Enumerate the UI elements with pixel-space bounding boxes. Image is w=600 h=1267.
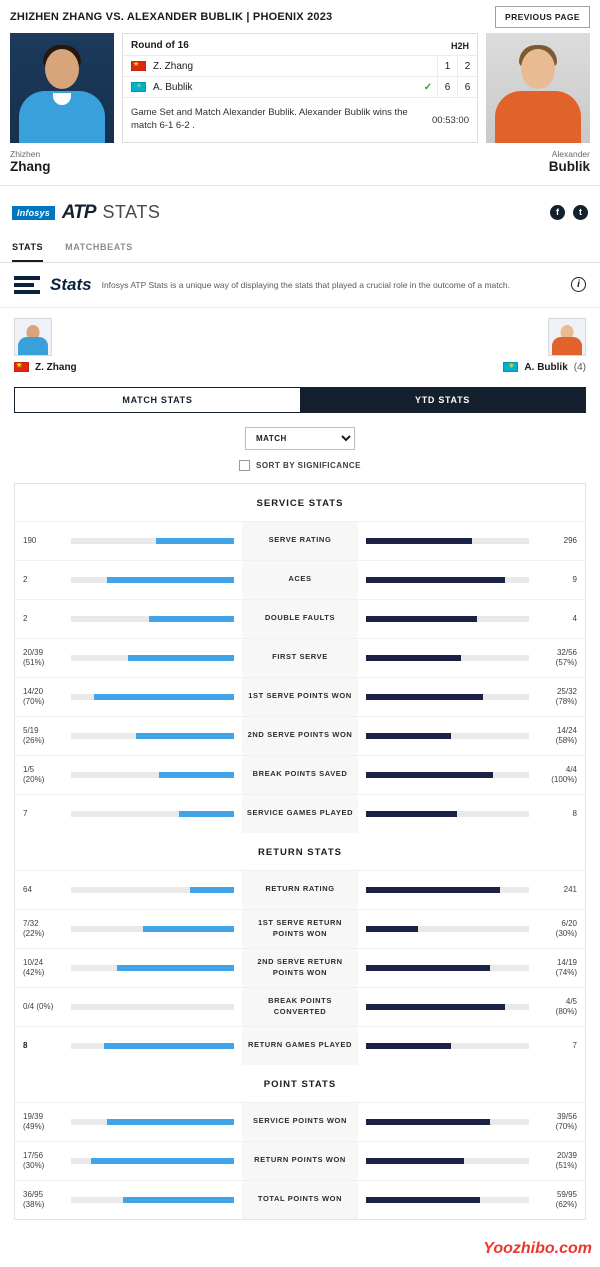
- stat-left-bar-fill: [91, 1158, 234, 1164]
- stat-right-bar-track: [366, 926, 529, 932]
- stat-right-bar-track: [366, 1197, 529, 1203]
- stat-left-bar-track: [71, 733, 234, 739]
- atp-stats-word: STATS: [102, 202, 161, 223]
- stat-left: [15, 1142, 242, 1180]
- stat-right-bar-fill: [366, 655, 461, 661]
- scoreboard-footer: [123, 98, 477, 142]
- stat-label: BREAK POINTS SAVED: [242, 756, 358, 794]
- match-header-body: [0, 33, 600, 185]
- player-right-block: [486, 33, 590, 175]
- stat-right: [358, 949, 585, 987]
- stat-left-bar-fill: [94, 694, 234, 700]
- stat-left-bar-track: [71, 577, 234, 583]
- flag-cn-icon: [131, 61, 146, 71]
- stat-right-value: 25/32 (78%): [555, 686, 577, 706]
- photo-head: [521, 49, 555, 89]
- stat-left: [15, 1103, 242, 1141]
- stat-right-bar-track: [366, 811, 529, 817]
- stat-right-value: 7: [572, 1040, 577, 1050]
- player-right-avatar: [548, 318, 586, 356]
- stat-label: DOUBLE FAULTS: [242, 600, 358, 638]
- infosys-logo: Infosys: [12, 206, 55, 220]
- stat-label: RETURN GAMES PLAYED: [242, 1027, 358, 1065]
- winner-check-icon: ✓: [423, 81, 433, 93]
- stat-left-value: 10/24 (42%): [23, 957, 45, 977]
- stat-right-bar-fill: [366, 1119, 490, 1125]
- stat-left: [15, 756, 242, 794]
- stat-right-bar-track: [366, 733, 529, 739]
- stat-left-bar-track: [71, 1119, 234, 1125]
- stat-row: [15, 1026, 585, 1065]
- stat-row: [15, 716, 585, 755]
- stat-left-value: 14/20 (70%): [23, 686, 45, 706]
- stat-left-bar-fill: [107, 577, 234, 583]
- photo-head: [45, 49, 79, 89]
- stat-right-value: 8: [572, 808, 577, 818]
- stats-panel: [14, 483, 586, 1220]
- scoreboard-set-1: 1: [437, 56, 457, 77]
- stat-left-bar-track: [71, 1197, 234, 1203]
- player-left-name: Z. Zhang: [35, 361, 77, 373]
- result-message: Game Set and Match Alexander Bublik. Alexander Bublik wins the match 6-1 6-2 .: [131, 107, 408, 131]
- stat-right-value: 39/56 (70%): [555, 1111, 577, 1131]
- stat-left: [15, 871, 242, 909]
- stat-right-bar-track: [366, 887, 529, 893]
- player-left-block: [10, 33, 114, 175]
- atp-brand: [12, 202, 160, 224]
- stat-left-bar-fill: [104, 1043, 234, 1049]
- stat-right: [358, 522, 585, 560]
- stat-left-value: 2: [23, 613, 28, 623]
- stat-row: [15, 1180, 585, 1219]
- stat-left-value: 7: [23, 808, 28, 818]
- scoreboard-panel: [122, 33, 478, 143]
- player-left-photo: [10, 33, 114, 143]
- player-left-first-name: Zhizhen: [10, 149, 41, 159]
- stat-left-bar-fill: [123, 1197, 234, 1203]
- sort-by-significance-row[interactable]: [0, 450, 600, 483]
- social-links: [550, 205, 588, 220]
- stat-row: [15, 677, 585, 716]
- stat-left-value: 64: [23, 884, 32, 894]
- stat-label: 1ST SERVE RETURN POINTS WON: [242, 910, 358, 948]
- stat-right-bar-fill: [366, 772, 493, 778]
- scoreboard-set-1: 6: [437, 77, 457, 98]
- stat-left-bar-track: [71, 772, 234, 778]
- match-select-row: [0, 413, 600, 450]
- sort-label: SORT BY SIGNIFICANCE: [256, 460, 361, 470]
- match-select[interactable]: [245, 427, 355, 450]
- stat-right-bar-fill: [366, 965, 490, 971]
- player-right-photo: [486, 33, 590, 143]
- player-left-summary: [14, 318, 77, 373]
- stat-right: [358, 756, 585, 794]
- stat-left: [15, 717, 242, 755]
- stat-left: [15, 1181, 242, 1219]
- stat-right: [358, 600, 585, 638]
- match-duration: 00:53:00: [432, 114, 469, 126]
- stat-right-bar-track: [366, 772, 529, 778]
- stat-left: [15, 561, 242, 599]
- stat-right-value: 9: [572, 574, 577, 584]
- stat-row: [15, 1141, 585, 1180]
- stat-left: [15, 949, 242, 987]
- match-header-title-row: [0, 0, 600, 33]
- stat-right-bar-track: [366, 1004, 529, 1010]
- stat-left-bar-fill: [128, 655, 234, 661]
- stats-section-title: RETURN STATS: [258, 846, 342, 858]
- scoreboard-top: [123, 34, 477, 55]
- stats-bars-icon: [14, 276, 40, 294]
- stat-left-bar-track: [71, 538, 234, 544]
- stat-row: [15, 599, 585, 638]
- stat-left-bar-track: [71, 694, 234, 700]
- stat-right-bar-track: [366, 694, 529, 700]
- stat-right-bar-fill: [366, 694, 483, 700]
- stat-right-bar-fill: [366, 1158, 464, 1164]
- stat-right: [358, 639, 585, 677]
- stat-left-bar-fill: [179, 811, 234, 817]
- stat-left-bar-fill: [117, 965, 234, 971]
- info-icon[interactable]: i: [571, 277, 586, 292]
- stat-left-value: 5/19 (26%): [23, 725, 45, 745]
- stats-intro: [0, 263, 600, 308]
- stat-right-bar-fill: [366, 577, 505, 583]
- stat-left-bar-track: [71, 811, 234, 817]
- stat-left-bar-track: [71, 616, 234, 622]
- player-left-avatar: [14, 318, 52, 356]
- stat-left: [15, 1027, 242, 1065]
- stat-right: [358, 988, 585, 1026]
- stat-right-value: 296: [563, 535, 577, 545]
- player-right-name-line: [503, 362, 586, 373]
- section-tabs: [0, 232, 600, 263]
- flag-cn-icon: [14, 362, 29, 372]
- toggle-ytd-stats[interactable]: YTD STATS: [300, 388, 585, 412]
- stat-right-bar-fill: [366, 1004, 505, 1010]
- toggle-match-stats[interactable]: MATCH STATS: [15, 388, 300, 412]
- stat-label: SERVICE GAMES PLAYED: [242, 795, 358, 833]
- stat-left: [15, 678, 242, 716]
- stats-section-title: POINT STATS: [263, 1078, 337, 1090]
- stat-right-bar-track: [366, 1158, 529, 1164]
- stat-right-bar-fill: [366, 538, 472, 544]
- stat-right-value: 14/24 (58%): [555, 725, 577, 745]
- player-right-summary: [503, 318, 586, 373]
- stats-sections: [15, 484, 585, 1219]
- stat-left-bar-track: [71, 655, 234, 661]
- stats-intro-title: Stats: [50, 274, 92, 294]
- stat-left: [15, 988, 242, 1026]
- atp-logo: ATP: [61, 201, 96, 223]
- stat-right: [358, 1103, 585, 1141]
- stat-left: [15, 522, 242, 560]
- page-title: ZHIZHEN ZHANG VS. ALEXANDER BUBLIK | PHOENIX 2023: [10, 11, 333, 23]
- stat-right-bar-fill: [366, 733, 451, 739]
- stat-right-value: 6/20 (30%): [555, 918, 577, 938]
- stat-right-bar-track: [366, 577, 529, 583]
- stat-right: [358, 678, 585, 716]
- stat-row: [15, 909, 585, 948]
- stat-label: RETURN RATING: [242, 871, 358, 909]
- stat-row: [15, 638, 585, 677]
- stat-left-bar-track: [71, 887, 234, 893]
- stat-label: RETURN POINTS WON: [242, 1142, 358, 1180]
- player-right-seed: (4): [573, 361, 586, 373]
- stat-left-bar-fill: [143, 926, 234, 932]
- stat-right: [358, 871, 585, 909]
- stat-right-bar-track: [366, 655, 529, 661]
- stat-label: 2ND SERVE POINTS WON: [242, 717, 358, 755]
- stat-left-bar-fill: [156, 538, 234, 544]
- scoreboard-row: [123, 77, 477, 98]
- facebook-icon[interactable]: f: [550, 205, 565, 220]
- round-label: Round of 16: [131, 40, 189, 51]
- stat-row: [15, 755, 585, 794]
- stat-row: [15, 948, 585, 987]
- watermark: Yoozhibo.com: [483, 1239, 592, 1257]
- stat-label: FIRST SERVE: [242, 639, 358, 677]
- stat-label: SERVE RATING: [242, 522, 358, 560]
- stat-right-value: 4/5 (80%): [555, 996, 577, 1016]
- stat-left-bar-track: [71, 1043, 234, 1049]
- tab-matchbeats[interactable]: MATCHBEATS: [65, 241, 133, 252]
- stat-left-bar-fill: [136, 733, 234, 739]
- stats-section-title: SERVICE STATS: [256, 497, 344, 509]
- flag-kz-icon: [503, 362, 518, 372]
- scoreboard-set-2: 2: [457, 56, 477, 77]
- scoreboard-set-2: 6: [457, 77, 477, 98]
- stat-right: [358, 1027, 585, 1065]
- stat-left-bar-track: [71, 965, 234, 971]
- stat-right: [358, 910, 585, 948]
- stat-label: SERVICE POINTS WON: [242, 1103, 358, 1141]
- stat-row: [15, 794, 585, 833]
- stat-right-bar-fill: [366, 1043, 451, 1049]
- stat-right-value: 59/95 (62%): [555, 1189, 577, 1209]
- stat-label: ACES: [242, 561, 358, 599]
- stat-right-bar-track: [366, 616, 529, 622]
- stat-left-value: 7/32 (22%): [23, 918, 45, 938]
- stat-right-bar-fill: [366, 811, 457, 817]
- stat-right-value: 241: [563, 884, 577, 894]
- stat-left: [15, 795, 242, 833]
- stat-left-value: 36/95 (38%): [23, 1189, 45, 1209]
- stat-right-bar-fill: [366, 616, 477, 622]
- stat-right: [358, 795, 585, 833]
- stat-left: [15, 600, 242, 638]
- stat-left-bar-fill: [190, 887, 234, 893]
- stat-label: 2ND SERVE RETURN POINTS WON: [242, 949, 358, 987]
- stat-right-bar-track: [366, 1119, 529, 1125]
- stat-left-value: 0/4 (0%): [23, 1001, 54, 1011]
- stat-left-bar-track: [71, 1004, 234, 1010]
- stat-right-bar-fill: [366, 1197, 480, 1203]
- stat-row: [15, 560, 585, 599]
- stats-scope-toggle: [14, 387, 586, 413]
- stat-left-bar-fill: [159, 772, 234, 778]
- stat-right-bar-fill: [366, 887, 500, 893]
- scoreboard-player-name: A. Bublik: [153, 81, 193, 93]
- stat-left-bar-fill: [149, 616, 234, 622]
- stat-row: [15, 1102, 585, 1141]
- stat-right-value: 4/4 (100%): [551, 764, 577, 784]
- player-right-last-name: Bublik: [548, 159, 590, 175]
- stat-right-value: 32/56 (57%): [555, 647, 577, 667]
- player-left-last-name: Zhang: [10, 159, 51, 175]
- stat-right-bar-track: [366, 538, 529, 544]
- stat-left-bar-track: [71, 926, 234, 932]
- previous-page-button[interactable]: PREVIOUS PAGE: [495, 6, 590, 28]
- stat-left-bar-track: [71, 1158, 234, 1164]
- player-right-name: A. Bublik: [524, 361, 568, 373]
- stat-row: [15, 870, 585, 909]
- stat-right-value: 20/39 (51%): [555, 1150, 577, 1170]
- stat-left-value: 8: [23, 1040, 28, 1050]
- stat-left-value: 17/56 (30%): [23, 1150, 45, 1170]
- stat-right: [358, 561, 585, 599]
- stat-right-bar-track: [366, 965, 529, 971]
- stat-left-value: 19/39 (49%): [23, 1111, 45, 1131]
- twitter-icon[interactable]: t: [573, 205, 588, 220]
- scoreboard-rows: [123, 55, 477, 98]
- stat-label: BREAK POINTS CONVERTED: [242, 988, 358, 1026]
- flag-kz-icon: [131, 82, 146, 92]
- stat-right-bar-track: [366, 1043, 529, 1049]
- tab-stats[interactable]: STATS: [12, 236, 43, 262]
- stat-left: [15, 910, 242, 948]
- stat-left-value: 1/5 (20%): [23, 764, 45, 784]
- player-right-first-name: Alexander: [551, 149, 590, 159]
- stat-left-value: 20/39 (51%): [23, 647, 45, 667]
- player-left-name-line: [14, 362, 77, 373]
- h2h-link[interactable]: H2H: [450, 40, 469, 51]
- match-header: [0, 0, 600, 186]
- players-row: [0, 308, 600, 381]
- stats-intro-description: Infosys ATP Stats is a unique way of displaying the stats that played a crucial role in the outcome of a match.: [101, 279, 510, 290]
- stat-left-value: 190: [23, 535, 37, 545]
- stat-right-value: 14/19 (74%): [555, 957, 577, 977]
- scoreboard-player-name: Z. Zhang: [153, 60, 194, 72]
- avatar-body: [552, 337, 582, 355]
- stat-right: [358, 717, 585, 755]
- stat-row: [15, 521, 585, 560]
- stat-label: 1ST SERVE POINTS WON: [242, 678, 358, 716]
- stat-left-value: 2: [23, 574, 28, 584]
- stat-right-bar-fill: [366, 926, 418, 932]
- stat-right: [358, 1181, 585, 1219]
- stat-label: TOTAL POINTS WON: [242, 1181, 358, 1219]
- stat-left: [15, 639, 242, 677]
- scoreboard-row: [123, 56, 477, 77]
- stat-right-value: 4: [572, 613, 577, 623]
- photo-body: [495, 91, 581, 143]
- stat-left-bar-fill: [107, 1119, 234, 1125]
- avatar-body: [18, 337, 48, 355]
- stat-right: [358, 1142, 585, 1180]
- atp-stats-bar: [0, 186, 600, 232]
- sort-checkbox[interactable]: [239, 460, 250, 471]
- stat-row: [15, 987, 585, 1026]
